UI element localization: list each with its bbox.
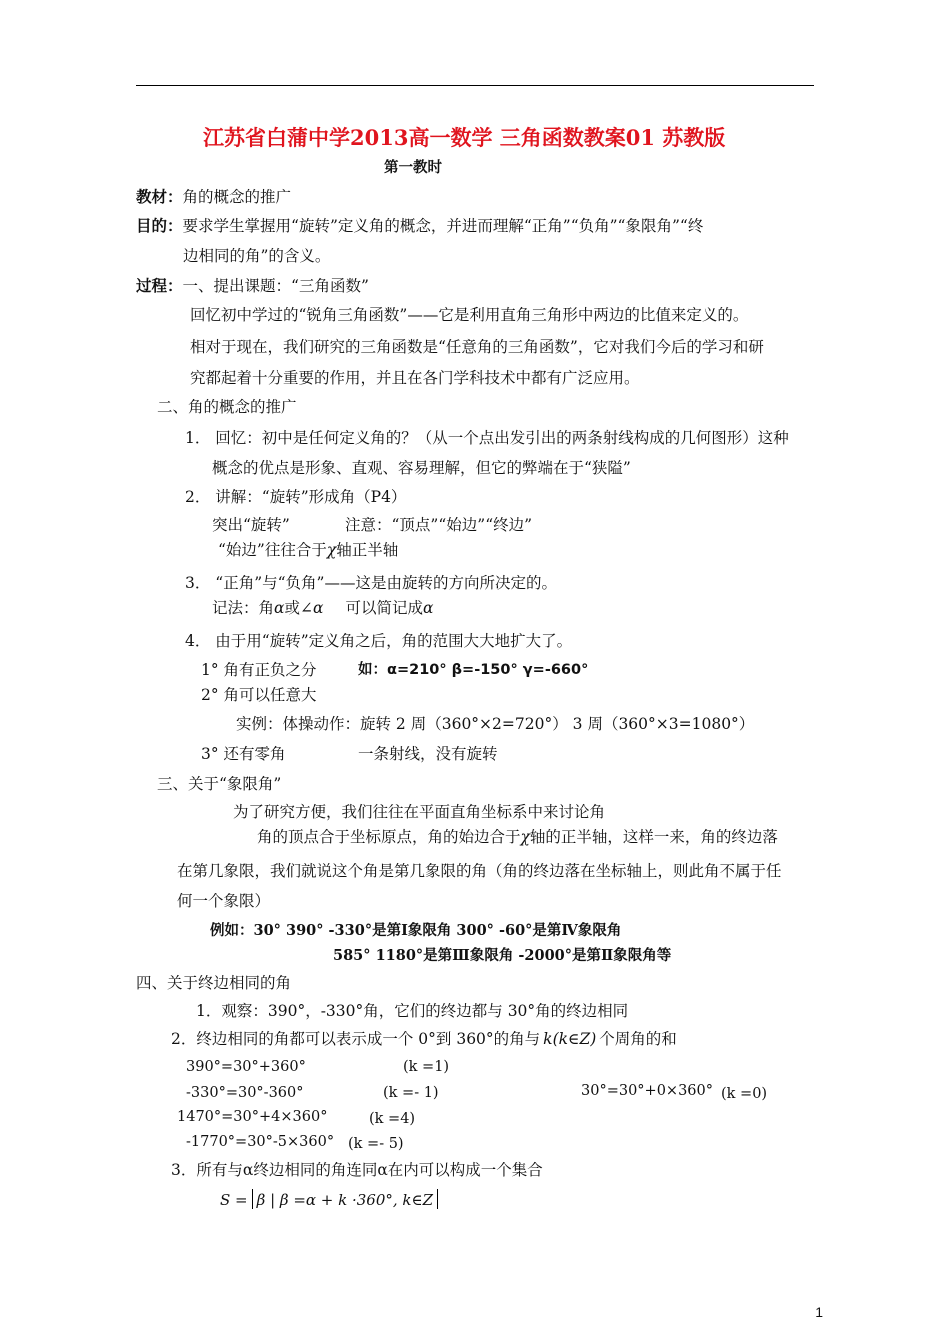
detail-1-example: 如：α=210° β=-150° γ=-660° xyxy=(358,662,589,678)
quadrant-example-2: 585° 1180°是第Ⅲ象限角 -2000°是第Ⅱ象限角等 xyxy=(333,947,672,964)
page-number: 1 xyxy=(815,1304,823,1320)
aim-label: 目的： xyxy=(136,216,183,235)
sec2-item-2b-right: 注意：“顶点”“始边”“终边” xyxy=(345,516,533,534)
sec4-item-2-text-b: 个周角的和 xyxy=(599,1030,677,1048)
quadrant-example-1: 例如：30° 390° -330°是第Ⅰ象限角 300° -60°是第Ⅳ象限角 xyxy=(210,922,622,939)
chi-symbol: χ xyxy=(326,541,337,559)
detail-3-example: 一条射线，没有旋转 xyxy=(358,745,498,763)
equation-1-k: (k =1) xyxy=(403,1059,450,1075)
detail-1: 1° 角有正负之分 xyxy=(201,661,317,679)
equation-2-k: (k =- 1) xyxy=(383,1085,439,1101)
notation-short: 可以简记成 xyxy=(345,599,423,617)
aim-line-1 xyxy=(136,216,703,236)
k-in-z-expression: k(k∈Z) xyxy=(543,1030,597,1048)
set-brace-right xyxy=(437,1189,438,1209)
process-text: 一、提出课题：“三角函数” xyxy=(182,277,369,295)
equation-3: 30°=30°+0×360° xyxy=(581,1083,714,1099)
alpha-symbol: α xyxy=(274,599,285,617)
sec2-item-2: 2． 讲解：“旋转”形成角（P4） xyxy=(185,488,407,506)
sec4-item-1: 1．观察：390°，-330°角，它们的终边都与 30°角的终边相同 xyxy=(196,1002,629,1020)
equation-2: -330°=30°-360° xyxy=(186,1085,304,1101)
set-name: S = xyxy=(220,1191,248,1209)
section-4-heading: 四、关于终边相同的角 xyxy=(136,974,292,992)
set-brace-left xyxy=(252,1189,253,1209)
equation-5: -1770°=30°-5×360° xyxy=(186,1134,335,1150)
header-rule xyxy=(136,85,814,86)
intro-paragraph-3: 究都起着十分重要的作用，并且在各门学科技术中都有广泛应用。 xyxy=(190,369,640,387)
sec3-paragraph-3: 在第几象限，我们就说这个角是第几象限的角（角的终边落在坐标轴上，则此角不属于任 xyxy=(177,862,782,880)
sec2-item-1a: 1． 回忆：初中是任何定义角的？（从一个点出发引出的两条射线构成的几何图形）这种 xyxy=(185,429,789,447)
sec3-paragraph-2 xyxy=(257,827,778,847)
sec3-paragraph-4: 何一个象限） xyxy=(177,892,271,910)
detail-3: 3° 还有零角 xyxy=(201,745,286,763)
equation-4: 1470°=30°+4×360° xyxy=(177,1109,328,1125)
sec2-item-2c-text-b: 轴正半轴 xyxy=(336,541,399,559)
lesson-label: 第一教时 xyxy=(384,159,442,176)
angle-alpha-symbol: ∠α xyxy=(300,599,324,617)
set-body: β | β =α + k ·360°, k∈Z xyxy=(256,1191,434,1209)
angle-set-expression xyxy=(220,1189,442,1210)
alpha-symbol-2: α xyxy=(422,599,434,617)
intro-paragraph-2: 相对于现在，我们研究的三角函数是“任意角的三角函数”，它对我们今后的学习和研 xyxy=(190,338,764,356)
sec2-item-4: 4． 由于用“旋转”定义角之后，角的范围大大地扩大了。 xyxy=(185,632,573,650)
equation-1: 390°=30°+360° xyxy=(186,1059,306,1075)
sec4-item-2-text-a: 2．终边相同的角都可以表示成一个 0°到 360°的角与 xyxy=(171,1030,541,1048)
sec3-p2-text-b: 轴的正半轴，这样一来，角的终边落 xyxy=(529,828,778,846)
sec2-item-3: 3． “正角”与“负角”——这是由旋转的方向所决定的。 xyxy=(185,574,557,592)
equation-3-k: (k =0) xyxy=(721,1086,768,1102)
chi-symbol-2: χ xyxy=(520,828,530,846)
intro-paragraph-1: 回忆初中学过的“锐角三角函数”——它是利用直角三角形中两边的比值来定义的。 xyxy=(190,306,749,324)
detail-2: 2° 角可以任意大 xyxy=(201,686,317,704)
aim-line-2: 边相同的角”的含义。 xyxy=(183,247,331,265)
notation-label: 记法：角 xyxy=(212,599,275,617)
sec4-item-2 xyxy=(171,1029,677,1049)
equation-4-k: (k =4) xyxy=(369,1111,416,1127)
material-line xyxy=(136,187,291,207)
aim-text-1: 要求学生掌握用“旋转”定义角的概念，并进而理解“正角”“负角”“象限角”“终 xyxy=(182,217,704,235)
document-title: 江苏省白蒲中学2013高一数学 三角函数教案01 苏教版 xyxy=(203,125,726,150)
sec4-item-3: 3．所有与α终边相同的角连同α在内可以构成一个集合 xyxy=(171,1161,543,1179)
process-line xyxy=(136,276,369,296)
sec2-item-2c xyxy=(218,540,398,560)
sec2-item-3b xyxy=(212,598,433,618)
sec2-item-2c-text-a: “始边”往往合于 xyxy=(218,541,327,559)
equation-5-k: (k =- 5) xyxy=(348,1136,404,1152)
notation-or: 或 xyxy=(284,599,300,617)
sec3-p2-text-a: 角的顶点合于坐标原点，角的始边合于 xyxy=(257,828,521,846)
material-text: 角的概念的推广 xyxy=(182,188,292,206)
process-label: 过程： xyxy=(136,276,183,295)
sec2-item-1b: 概念的优点是形象、直观、容易理解，但它的弊端在于“狭隘” xyxy=(212,459,631,477)
sec2-item-2b-left: 突出“旋转” xyxy=(212,516,290,534)
section-3-heading: 三、关于“象限角” xyxy=(157,775,282,793)
section-2-heading: 二、角的概念的推广 xyxy=(157,398,297,416)
sec3-paragraph-1: 为了研究方便，我们往往在平面直角坐标系中来讨论角 xyxy=(233,803,606,821)
detail-2-example: 实例：体操动作：旋转 2 周（360°×2=720°） 3 周（360°×3=1080°） xyxy=(236,715,755,733)
material-label: 教材： xyxy=(136,187,183,206)
